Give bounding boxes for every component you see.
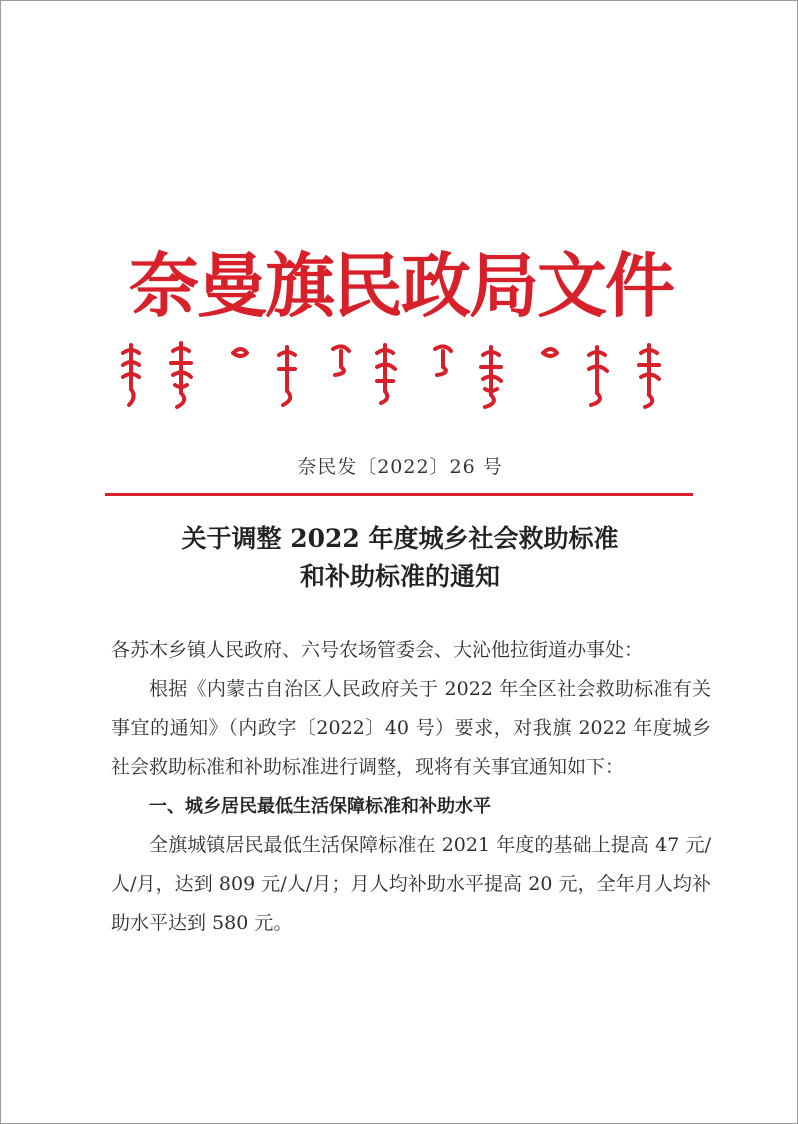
document-title	[1, 520, 798, 596]
document-title-line-1: 关于调整 2022 年度城乡社会救助标准	[181, 524, 619, 553]
mongolian-script-title	[119, 341, 679, 411]
red-divider-line	[105, 493, 693, 496]
salutation: 各苏木乡镇人民政府、六号农场管委会、大沁他拉街道办事处：	[111, 639, 644, 661]
section-heading-1: 一、城乡居民最低生活保障标准和补助水平	[149, 796, 491, 817]
document-number: 奈民发〔2022〕26 号	[297, 456, 503, 478]
paragraph-basis: 根据《内蒙古自治区人民政府关于 2022 年全区社会救助标准有关事宜的通知》（内政字〔2022〕40 号）要求，对我旗 2022 年度城乡社会救助标准和补助标准进行调整，现将有关事宜通知如下：	[111, 678, 711, 778]
paragraph-urban-minimum: 全旗城镇居民最低生活保障标准在 2021 年度的基础上提高 47 元/人/月，达到 809 元/人/月；月人均补助水平提高 20 元，全年月人均补助水平达到 580 元。	[111, 834, 711, 934]
issuing-office-title: 奈曼旗民政局文件	[129, 244, 673, 327]
document-body	[111, 631, 711, 943]
document-title-line-2: 和补助标准的通知	[299, 562, 500, 591]
